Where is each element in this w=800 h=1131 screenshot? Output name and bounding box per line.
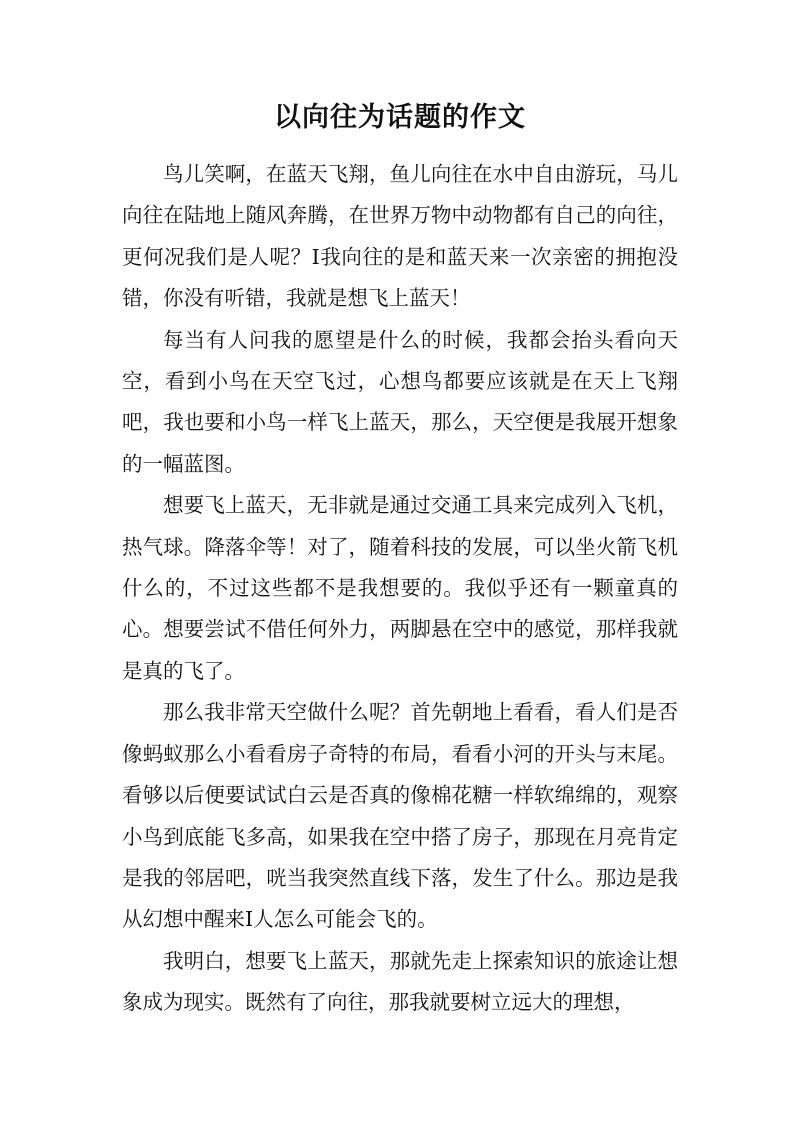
paragraph-5: 我明白，想要飞上蓝天，那就先走上探索知识的旅途让想象成为现实。既然有了向往，那我就要树立远大的理想， <box>122 948 678 1015</box>
paragraph-3: 想要飞上蓝天，无非就是通过交通工具来完成列入飞机，热气球。降落伞等！对了，随着科技的发展，可以坐火箭飞机什么的，不过这些都不是我想要的。我似乎还有一颗童真的心。想要尝试不借任何外力，两脚悬在空中的感觉，那样我就是真的飞了。 <box>122 493 678 683</box>
document-title: 以向往为话题的作文 <box>274 102 526 133</box>
paragraph-2: 每当有人问我的愿望是什么的时候，我都会抬头看向天空，看到小鸟在天空飞过，心想鸟都要应该就是在天上飞翔吧，我也要和小鸟一样飞上蓝天，那么，天空便是我展开想象的一幅蓝图。 <box>122 327 678 476</box>
paragraph-1: 鸟儿笑啊，在蓝天飞翔，鱼儿向往在水中自由游玩，马儿向往在陆地上随风奔腾，在世界万物中动物都有自己的向往，更何况我们是人呢？I我向往的是和蓝天来一次亲密的拥抱没错，你没有听错，我就是想飞上蓝天！ <box>122 162 678 311</box>
document-body <box>122 154 678 1024</box>
paragraph-4: 那么我非常天空做什么呢？首先朝地上看看，看人们是否像蚂蚁那么小看看房子奇特的布局，看看小河的开头与末尾。看够以后便要试试白云是否真的像棉花糖一样软绵绵的，观察小鸟到底能飞多高，如果我在空中搭了房子，那现在月亮肯定是我的邻居吧，咣当我突然直线下落，发生了什么。那边是我从幻想中醒来I人怎么可能会飞的。 <box>122 700 678 932</box>
